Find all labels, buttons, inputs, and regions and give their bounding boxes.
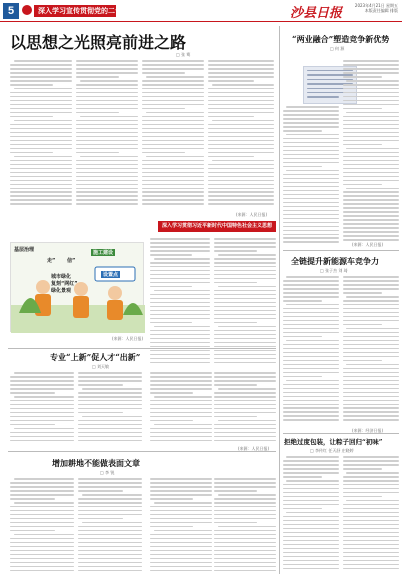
packaging-article-text-col-2 [343,456,399,574]
lead-article-title: 以思想之光照亮前进之路 [10,33,187,52]
cartoon-label-6: 复刻“网红” [51,281,78,287]
lead-article-text-col-4 [208,60,274,210]
theme-banner: 深入学习贯彻习近平新时代中国特色社会主义思想 [158,221,276,232]
cartoon-label-3: 信” [67,258,76,264]
lead-article-byline: □ 张 骞 [176,52,191,57]
packaging-article-title: 拒绝过度包装，让粽子回归“初味” [284,438,383,446]
industry-article-text-col-1 [283,106,339,246]
talent-article-byline: □ 刘天敏 [92,364,110,369]
ev-article-text-col-2 [343,276,399,426]
cartoon-label-4: 城市绿化 [51,274,72,280]
section-divider [8,451,276,452]
date-line-1: 2023年4月21日 星期五 [354,3,398,8]
party-emblem-icon [22,5,32,15]
lead-article-text-col-2 [76,60,138,210]
cartoon-label-2: 走” [47,258,56,264]
lead-article-text-col-3 [142,60,204,210]
cartoon-label-8: 设置点 [103,272,119,278]
ev-article-title: 全链提升新能源车竞争力 [291,256,379,266]
industry-article-title: “两业融合”塑造竞争新优势 [292,34,390,44]
ev-article-text-col-1 [283,276,339,426]
cartoon-label-7: 绿化景观 [51,288,72,294]
farmland-article-title: 增加耕地不能做表面文章 [52,458,140,468]
industry-article-text-col-2 [343,60,399,246]
cartoon-drawing [11,243,145,333]
section-divider [8,348,276,349]
cartoon-label-5: 施工建设 [93,250,114,256]
page-number: 5 [3,3,19,19]
talent-article-text-col-1 [10,372,74,446]
packaging-article-byline: □ 李传红 任天舒 庄晓婷 [310,448,354,453]
newspaper-logo: 沙县日报 [290,6,343,21]
section-divider [283,433,399,434]
industry-article-byline: □ 何 源 [330,46,345,51]
packaging-article-text-col-1 [283,456,339,574]
column-banner: 深入学习宣传贯彻党的二十大精神 [34,5,116,17]
cartoon-source: (来源：人民日报) [112,336,144,341]
farmland-article-text-col-3 [150,478,212,574]
talent-article-title: 专业“上新”促人才“出新” [50,352,141,362]
farmland-article-text-col-4 [214,478,276,574]
talent-article-source: (来源：人民日报) [238,446,270,451]
lead-article-source: (来源：人民日报) [236,212,268,217]
ev-article-byline: □ 张子杰 刘 琦 [320,268,348,273]
talent-article-text-col-3 [150,372,212,446]
talent-article-text-col-2 [78,372,142,446]
date-line [355,3,398,13]
talent-article-text-col-4 [214,372,276,446]
column-divider [279,26,280,574]
cartoon-label-1: 基层治理 [14,247,35,253]
section-divider [283,250,399,251]
page-header [0,0,402,22]
ev-article-source: (来源：经济日报) [352,428,384,433]
cartoon-illustration [10,242,144,332]
farmland-article-text-col-2 [78,478,142,574]
farmland-article-byline: □ 李 锐 [100,470,115,475]
farmland-article-text-col-1 [10,478,74,574]
industry-article-source: (来源：人民日报) [352,242,384,247]
date-line-2: 本版责任编辑 排版 [364,8,398,13]
lead-article-text-col-1 [10,60,72,210]
